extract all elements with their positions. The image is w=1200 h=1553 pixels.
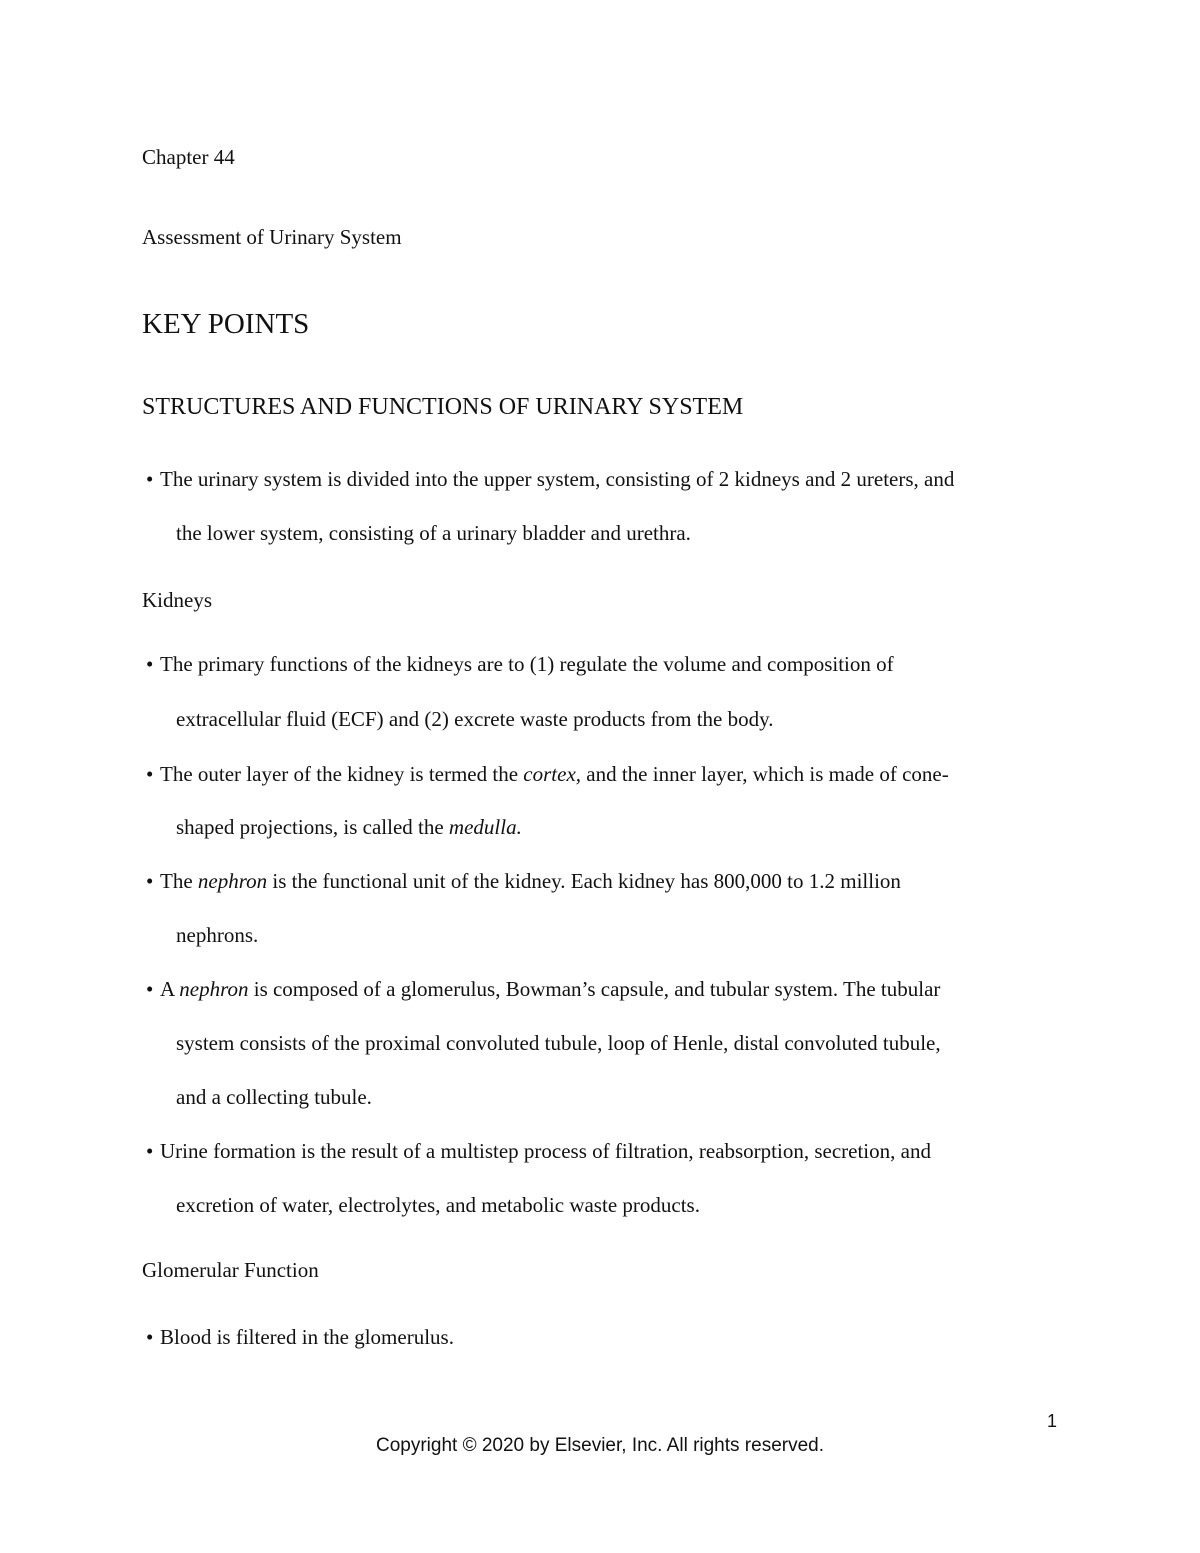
list-item-continuation: the lower system, consisting of a urinary bladder and urethra. [176, 521, 691, 545]
list-item-text: The [160, 869, 198, 893]
list-item-text: and the inner layer, which is made of cone- [581, 762, 949, 786]
list-item-text: The outer layer of the kidney is termed the [160, 762, 524, 786]
term-cortex: cortex, [523, 762, 582, 786]
subsection-heading-glomerular: Glomerular Function [142, 1258, 319, 1282]
copyright-footer: Copyright © 2020 by Elsevier, Inc. All rights reserved. [375, 1435, 825, 1456]
list-item-text: The primary functions of the kidneys are to (1) regulate the volume and composition of [160, 652, 894, 676]
list-item-text: is the functional unit of the kidney. Each kidney has 800,000 to 1.2 million [267, 869, 901, 893]
list-item [146, 871, 901, 892]
term-nephron: nephron [197, 869, 268, 893]
section-heading: STRUCTURES AND FUNCTIONS OF URINARY SYSTEM [142, 394, 744, 420]
bullet-icon: • [146, 1325, 154, 1349]
key-points-heading: KEY POINTS [142, 308, 310, 340]
list-item-text: Urine formation is the result of a multistep process of filtration, reabsorption, secretion, and [160, 1139, 931, 1163]
term-nephron: nephron [179, 977, 249, 1001]
chapter-label: Chapter 44 [142, 145, 235, 169]
list-item [146, 469, 954, 490]
list-item [146, 764, 949, 785]
term-medulla: medulla. [448, 815, 522, 839]
bullet-icon: • [146, 977, 154, 1001]
list-item-continuation [176, 817, 522, 838]
chapter-subtitle: Assessment of Urinary System [142, 225, 402, 249]
subsection-heading-kidneys: Kidneys [142, 588, 212, 612]
page-number: 1 [1047, 1411, 1058, 1431]
list-item [146, 654, 894, 675]
list-item-text: The urinary system is divided into the upper system, consisting of 2 kidneys and 2 ureters, and [160, 467, 955, 491]
list-item-continuation: extracellular fluid (ECF) and (2) excrete waste products from the body. [176, 707, 774, 731]
bullet-icon: • [146, 652, 154, 676]
list-item-continuation: system consists of the proximal convoluted tubule, loop of Henle, distal convoluted tubule, [176, 1031, 941, 1055]
bullet-icon: • [146, 1139, 154, 1163]
list-item-continuation: excretion of water, electrolytes, and metabolic waste products. [176, 1193, 700, 1217]
list-item [146, 1141, 931, 1162]
list-item-text: shaped projections, is called the [176, 815, 449, 839]
list-item [146, 979, 940, 1000]
list-item-continuation: and a collecting tubule. [176, 1085, 372, 1109]
bullet-icon: • [146, 762, 154, 786]
bullet-icon: • [146, 467, 154, 491]
list-item-continuation: nephrons. [176, 923, 259, 947]
list-item [146, 1327, 454, 1348]
list-item-text: A [160, 977, 180, 1001]
list-item-text: is composed of a glomerulus, Bowman’s capsule, and tubular system. The tubular [248, 977, 941, 1001]
list-item-text: Blood is filtered in the glomerulus. [160, 1325, 454, 1349]
bullet-icon: • [146, 869, 154, 893]
